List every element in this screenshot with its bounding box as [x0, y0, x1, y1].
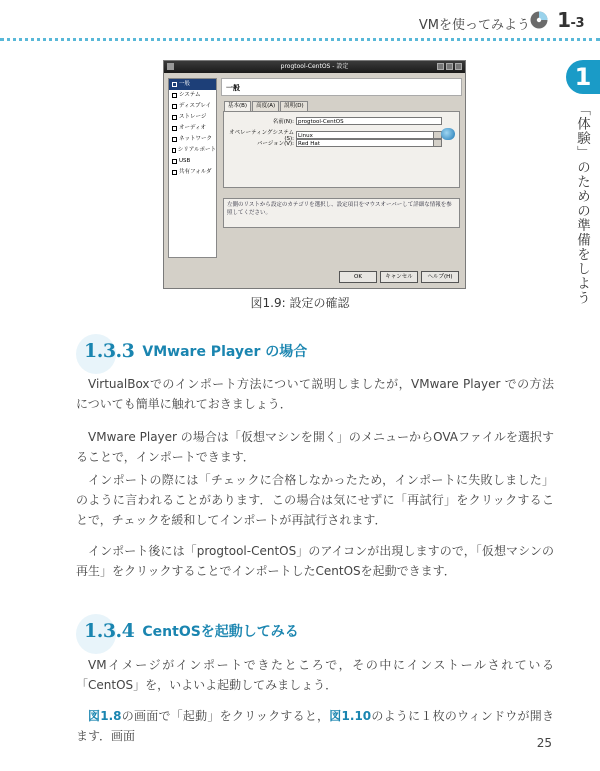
panel-heading: 一般 [221, 78, 462, 96]
usb-icon [172, 159, 177, 164]
serial-icon [172, 148, 176, 153]
os-logo-icon [441, 128, 455, 140]
help-button: ヘルプ(H) [421, 271, 459, 283]
version-select: Red Hat [296, 139, 442, 147]
paragraph: VMイメージがインポートできたところで，その中にインストールされている「CentOS」を，いよいよ起動してみましょう． [76, 658, 554, 692]
general-icon [172, 82, 177, 87]
ok-button: OK [339, 271, 377, 283]
nav-item-display: ディスプレイ [169, 101, 216, 112]
cd-icon [530, 11, 548, 29]
nav-item-network: ネットワーク [169, 134, 216, 145]
network-icon [172, 137, 177, 142]
nav-item-shared-folders: 共有フォルダ [169, 167, 216, 178]
tab-description: 説明(D) [280, 101, 308, 111]
paragraph: VMware Player の場合は「仮想マシンを開く」のメニューからOVAファイルを選択することで，インポートできます． [76, 430, 554, 464]
tab-advanced: 高度(A) [252, 101, 279, 111]
nav-item-system: システム [169, 90, 216, 101]
paragraph: 図1.8の画面で「起動」をクリックすると，図1.10のように１枚のウィンドウが開きます．画面 [76, 709, 554, 743]
system-icon [172, 93, 177, 98]
nav-item-general: 一般 [169, 79, 216, 90]
display-icon [172, 104, 177, 109]
folder-icon [172, 170, 177, 175]
os-select: Linux [296, 131, 442, 139]
chapter-number: 1 [566, 60, 600, 94]
storage-icon [172, 115, 177, 120]
chapter-tab [564, 60, 600, 305]
settings-nav [168, 78, 217, 258]
version-row: バージョン(V): Red Hat [224, 139, 442, 147]
nav-item-audio: オーディオ [169, 123, 216, 134]
settings-panel [221, 78, 462, 258]
dialog-titlebar [164, 61, 465, 73]
chevron-down-icon [433, 132, 441, 138]
page-header [0, 0, 600, 46]
tab-basic: 基本(B) [224, 101, 251, 111]
name-field: progtool-CentOS [296, 117, 442, 125]
close-icon [455, 63, 462, 70]
dialog-buttons [339, 271, 459, 283]
tab-body [223, 111, 460, 188]
paragraph: インポート後には「progtool-CentOS」のアイコンが出現しますので，「仮想マシンの再生」をクリックすることでインポートしたCentOSを起動できます． [76, 544, 554, 578]
app-icon [167, 63, 174, 70]
nav-item-usb: USB [169, 156, 216, 167]
description-box: 左側のリストから設定のカテゴリを選択し、設定項目をマウスオーバーして詳細な情報を参照してください。 [223, 198, 460, 228]
maximize-icon [446, 63, 453, 70]
dialog-title: progtool-CentOS - 設定 [280, 63, 349, 70]
cancel-button: キャンセル [380, 271, 418, 283]
name-row: 名前(N): progtool-CentOS [224, 117, 442, 125]
panel-tabs [221, 101, 462, 111]
page-number: 25 [536, 736, 552, 750]
audio-icon [172, 126, 177, 131]
paragraph: インポートの際には「チェックに合格しなかったため，インポートに失敗しました」のように言われることがあります．この場合は気にせずに「再試行」をクリックすることで，チェックを緩和してインポートが再試行されます． [76, 473, 554, 527]
nav-item-serial: シリアルポート [169, 145, 216, 156]
chevron-down-icon [433, 140, 441, 146]
section-heading-1-3-3: 1.3.3 VMware Player の場合 [76, 340, 307, 362]
figure-ref[interactable]: 図1.10 [329, 709, 372, 723]
minimize-icon [437, 63, 444, 70]
nav-item-storage: ストレージ [169, 112, 216, 123]
section-heading-1-3-4: 1.3.4 CentOSを起動してみる [76, 620, 299, 642]
header-divider [0, 38, 600, 41]
running-title: VMを使ってみよう [418, 18, 530, 33]
figure-ref[interactable]: 図1.8 [88, 709, 122, 723]
figure-caption: 図1.9: 設定の確認 [250, 296, 350, 310]
settings-dialog-screenshot [163, 60, 466, 289]
section-number: 1-3 [557, 8, 584, 32]
os-row: オペレーティングシステム(S): Linux [224, 128, 442, 142]
chapter-title: 「体験」のための準備をしよう [574, 102, 590, 305]
paragraph: VirtualBoxでのインポート方法について説明しましたが，VMware Player での方法についても簡単に触れておきましょう． [76, 377, 554, 411]
